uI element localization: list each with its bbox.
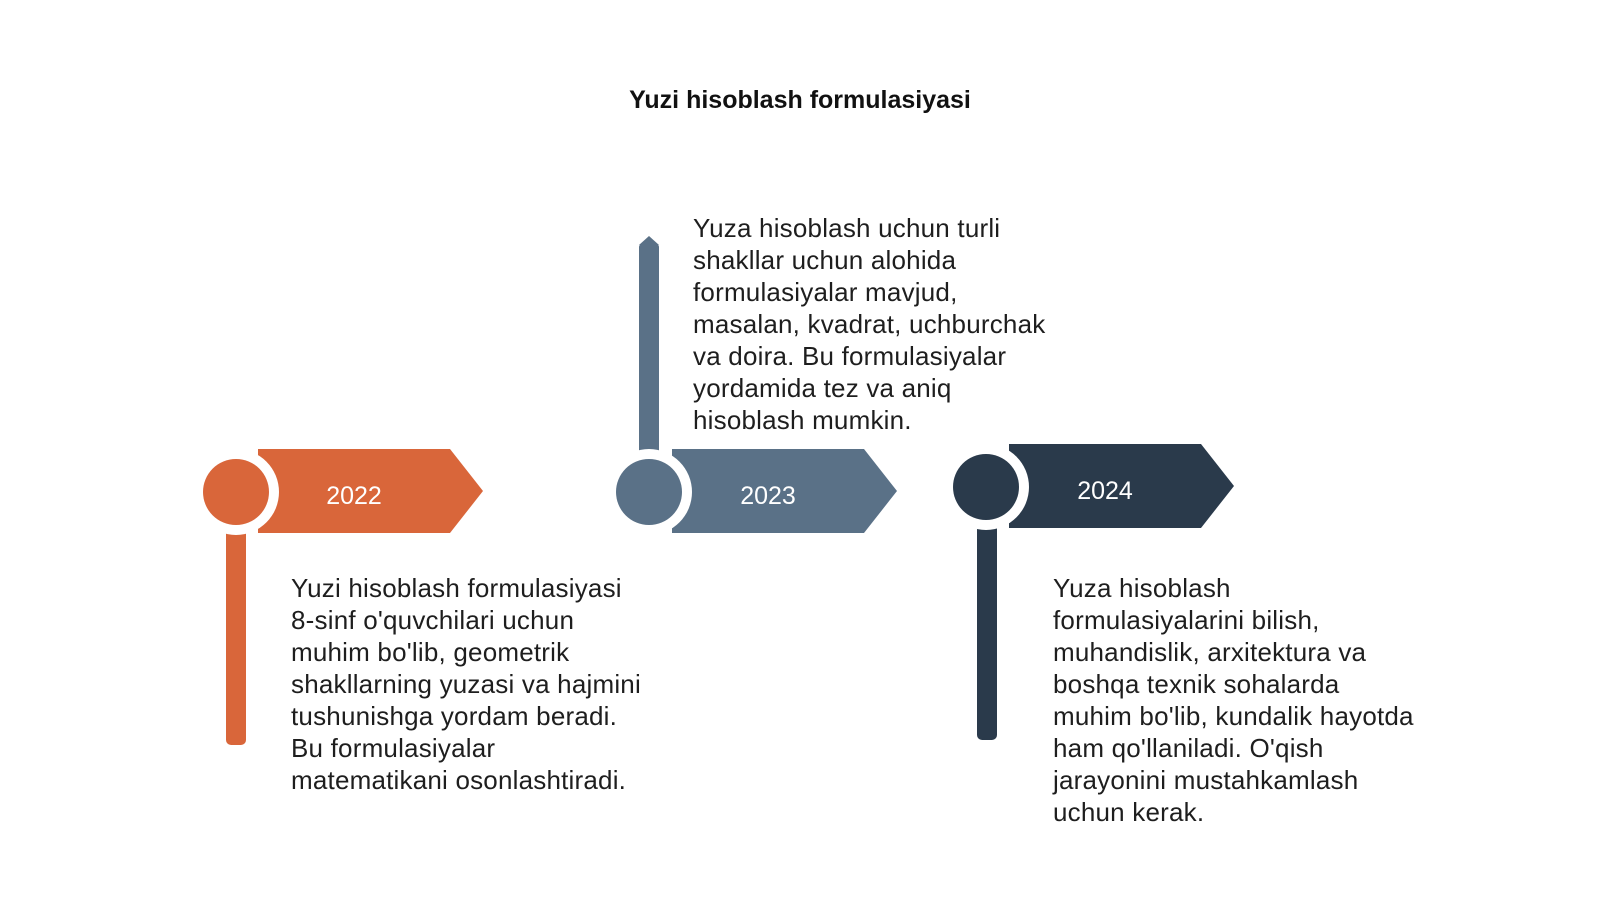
milestone-year: 2023 (740, 482, 796, 510)
milestone-year: 2024 (1077, 477, 1133, 505)
milestone-description: Yuzi hisoblash formulasiyasi 8-sinf o'quvchilari uchun muhim bo'lib, geometrik shakllarning yuzasi va hajmini tushunishga yordam beradi. Bu formulasiyalar matematikani osonlashtiradi. (291, 573, 641, 795)
page-title: Yuzi hisoblash formulasiyasi (629, 86, 971, 114)
milestone-stem (639, 244, 659, 474)
milestone-stem (226, 515, 246, 745)
milestone-marker (616, 459, 682, 525)
milestone-year: 2022 (326, 482, 382, 510)
milestone-marker (953, 454, 1019, 520)
milestone-description: Yuza hisoblash formulasiyalarini bilish, muhandislik, arxitektura va boshqa texnik sohalarda muhim bo'lib, kundalik hayotda ham qo'llaniladi. O'qish jarayonini mustahkamlash uchun kerak. (1053, 573, 1414, 827)
milestone-marker (203, 459, 269, 525)
milestone-description: Yuza hisoblash uchun turli shakllar uchun alohida formulasiyalar mavjud, masalan, kvadrat, uchburchak va doira. Bu formulasiyalar yordamida tez va aniq hisoblash mumkin. (693, 213, 1046, 435)
milestone-stem (977, 515, 997, 740)
